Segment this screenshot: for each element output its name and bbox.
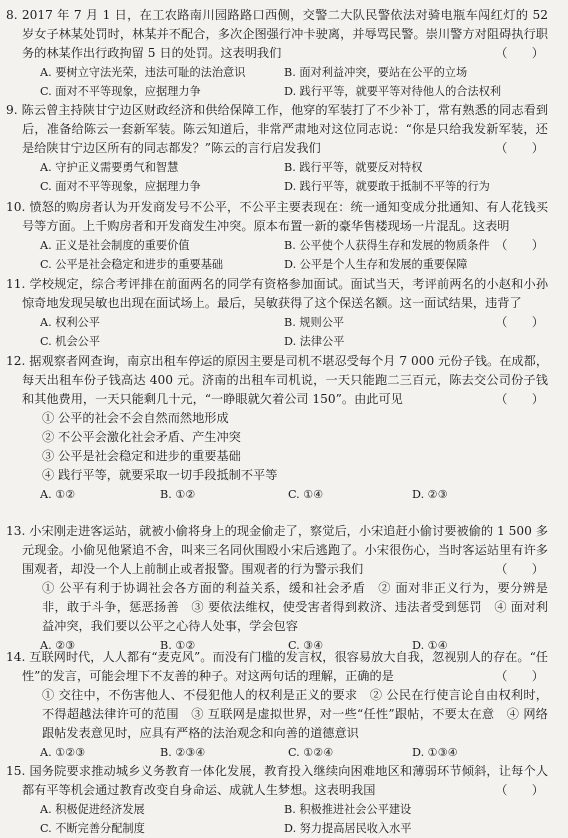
option-a[interactable]: A. 守护正义需要勇气和智慧	[40, 161, 179, 174]
option-a[interactable]: A. 要树立守法光荣，违法可耻的法治意识	[40, 66, 246, 79]
question-number: 13.	[6, 524, 26, 538]
option-b[interactable]: B. 践行平等，就要反对特权	[284, 161, 423, 174]
question-8	[0, 6, 568, 101]
option-c[interactable]: C. ①④	[288, 488, 324, 501]
question-14	[0, 648, 568, 762]
option-b[interactable]: B. ②③④	[160, 746, 206, 759]
option-d[interactable]: D. 法律公平	[284, 335, 345, 348]
options-row	[0, 485, 568, 504]
option-c[interactable]: C. ③④	[288, 639, 324, 652]
option-a[interactable]: A. ②③	[40, 639, 76, 652]
options-row	[0, 800, 568, 819]
option-c[interactable]: C. 机会公平	[40, 335, 101, 348]
answer-blank: （ ）	[495, 238, 544, 252]
question-9	[0, 101, 568, 196]
answer-blank: （ ）	[495, 392, 544, 406]
options-row	[0, 82, 568, 101]
options-row	[0, 819, 568, 838]
question-number: 14.	[6, 650, 26, 664]
option-b[interactable]: B. 积极推进社会公平建设	[284, 803, 412, 816]
option-d[interactable]: D. 践行平等，就要敢于抵制不平等的行为	[284, 180, 490, 193]
question-stem: 陈云曾主持陕甘宁边区财政经济和供给保障工作，他穿的军装打了不少补丁，常有熟悉的同志看到后，准备给陈云一套新军装。陈云知道后，非常严肃地对这位同志说：“你是只给我发新军装，还是给陕甘宁边区所有的同志都发？”陈云的言行启发我们	[21, 103, 549, 155]
option-a[interactable]: A. 权利公平	[40, 316, 100, 329]
options-row	[0, 177, 568, 196]
question-number: 10.	[6, 200, 26, 214]
option-c[interactable]: C. 面对不平等现象，应据理力争	[40, 85, 201, 98]
option-d[interactable]: D. 努力提高居民收入水平	[284, 822, 412, 835]
options-row	[0, 255, 568, 274]
question-13	[0, 522, 568, 655]
question-number: 12.	[6, 354, 26, 368]
option-d[interactable]: D. ①③④	[412, 746, 458, 759]
question-number: 8.	[6, 8, 18, 22]
option-d[interactable]: D. ②③	[412, 488, 448, 501]
question-11	[0, 275, 568, 351]
question-stem: 据观察者网查询，南京出租车停运的原因主要是司机不堪忍受每个月 7 000 元份子钱。在成都，每天出租车份子钱高达 400 元。济南的出租车司机说，一天只能跑二三百元，陈去交公司份子钱和其他费用，一天只能剩几十元，“一睁眼就欠着公司 150”。由此可见	[22, 354, 549, 406]
option-a[interactable]: A. ①②	[40, 488, 76, 501]
option-b[interactable]: B. ①②	[160, 639, 196, 652]
option-d[interactable]: D. 践行平等，就要平等对待他人的合法权利	[284, 85, 502, 98]
question-stem: 互联网时代，人人都有“麦克风”。而没有门槛的发言权，很容易放大自我，忽视别人的存在。“任性”的发言，可能会埋下不友善的种子。对这两句话的理解，正确的是	[22, 650, 548, 683]
answer-blank: （ ）	[495, 315, 544, 329]
option-c[interactable]: C. 公平是社会稳定和进步的重要基础	[40, 258, 224, 271]
options-row	[0, 63, 568, 82]
question-12	[0, 352, 568, 504]
statement-1: ① 公平的社会不会自然而然地形成	[42, 411, 229, 425]
option-b[interactable]: B. 面对利益冲突，要站在公平的立场	[284, 66, 468, 79]
question-15	[0, 762, 568, 838]
options-row	[0, 332, 568, 351]
option-b[interactable]: B. 公平使个人获得生存和发展的物质条件	[284, 239, 490, 252]
question-number: 15.	[6, 764, 26, 778]
options-row	[0, 236, 568, 255]
question-stem: 2017 年 7 月 1 日，在工农路南川园路路口西侧，交警二大队民警依法对骑电瓶车闯红灯的 52 岁女子林某处罚时，林某并不配合，多次企图强行冲卡驶离，并辱骂民警。崇川警方对阻碍执行职务的林某作出行政拘留 5 日的处罚。这表明我们	[21, 8, 549, 60]
option-d[interactable]: D. ①④	[412, 639, 448, 652]
option-c[interactable]: C. 不断完善分配制度	[40, 822, 145, 835]
option-b[interactable]: B. 规则公平	[284, 316, 345, 329]
options-row	[0, 158, 568, 177]
question-stem: 学校规定，综合考评排在前面两名的同学有资格参加面试。面试当天，考评前两名的小赵和小孙惊奇地发现吴敏也出现在面试场上。最后，吴敏获得了这个保送名额。这一面试结果，违背了	[22, 277, 549, 310]
option-a[interactable]: A. 正义是社会制度的重要价值	[40, 239, 190, 252]
answer-blank: （ ）	[495, 46, 544, 60]
answer-blank: （ ）	[495, 783, 544, 797]
options-row	[0, 313, 568, 332]
statement-3: ③ 公平是社会稳定和进步的重要基础	[42, 449, 241, 463]
option-a[interactable]: A. 积极促进经济发展	[40, 803, 145, 816]
option-d[interactable]: D. 公平是个人生存和发展的重要保障	[284, 258, 468, 271]
question-number: 9.	[6, 103, 18, 117]
statement-4: ④ 践行平等，就要采取一切手段抵制不平等	[42, 468, 278, 482]
option-c[interactable]: C. ①②④	[288, 746, 334, 759]
question-stem: 愤怒的购房者认为开发商发号不公平，不公平主要表现在：统一通知变成分批通知、有人花钱买号等方面。上千购房者和开发商发生冲突。原本布置一新的豪华售楼现场一片混乱。这表明	[22, 200, 549, 233]
answer-blank: （ ）	[495, 669, 544, 683]
option-a[interactable]: A. ①②③	[40, 746, 86, 759]
question-stem: 小宋刚走进客运站，就被小偷将身上的现金偷走了，察觉后，小宋追赶小偷讨要被偷的 1 500 多元现金。小偷见他紧追不舍，叫来三名同伙围殴小宋后逃跑了。小宋很伤心，当时客运站里有许多围观者，却没一个人上前制止或者报警。围观者的行为警示我们	[22, 524, 549, 576]
question-stem: 国务院要求推动城乡义务教育一体化发展，教育投入继续向困难地区和薄弱环节倾斜，让每个人都有平等机会通过教育改变自身命运、成就人生梦想。这表明我国	[22, 764, 549, 797]
question-10	[0, 198, 568, 274]
question-number: 11.	[6, 277, 26, 291]
statements: ① 公平有利于协调社会各方面的利益关系，缓和社会矛盾 ② 面对非正义行为，要分辨是非，敢于斗争，惩恶扬善 ③ 要依法维权，使受害者得到救济、违法者受到惩罚 ④ 面对利益冲突，我们要以公平之心待人处事，学会包容	[42, 581, 548, 633]
answer-blank: （ ）	[495, 141, 544, 155]
statement-2: ② 不公平会激化社会矛盾、产生冲突	[42, 430, 241, 444]
options-row	[0, 743, 568, 762]
statements: ① 交往中，不伤害他人、不侵犯他人的权利是正义的要求 ② 公民在行使言论自由权利时，不得超越法律许可的范围 ③ 互联网是虚拟世界，对一些“任性”跟帖，不要太在意 ④ 网络跟帖发表意见时，应具有严格的法治观念和向善的道德意识	[42, 688, 548, 740]
option-c[interactable]: C. 面对不平等现象，应据理力争	[40, 180, 201, 193]
option-b[interactable]: B. ①②	[160, 488, 196, 501]
answer-blank: （ ）	[495, 562, 544, 576]
